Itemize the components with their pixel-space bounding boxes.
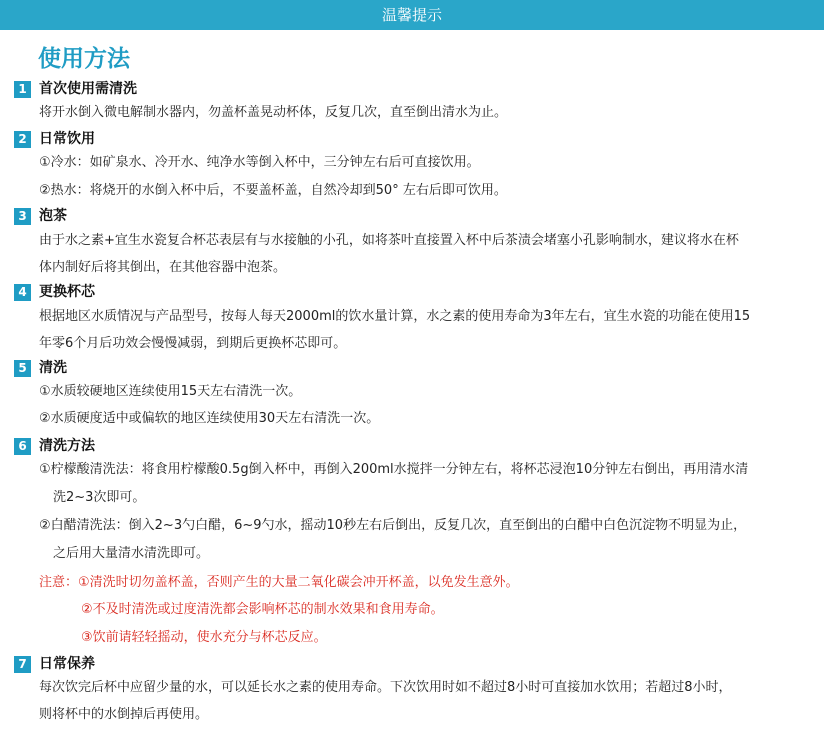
section-heading: 泡茶 xyxy=(39,208,67,224)
section-number: 3 xyxy=(14,208,31,225)
section-text: ②热水：将烧开的水倒入杯中后，不要盖杯盖，自然冷却到50° 左右后即可饮用。 xyxy=(39,183,507,198)
section-text: 年零6个月后功效会慢慢减弱，到期后更换杯芯即可。 xyxy=(39,336,347,351)
section-text: 体内制好后将其倒出，在其他容器中泡茶。 xyxy=(39,260,287,275)
header-title: 温馨提示 xyxy=(381,6,442,24)
section-heading: 日常饮用 xyxy=(39,131,95,147)
section-number: 2 xyxy=(14,131,31,148)
section-text: 由于水之素+宜生水瓷复合杯芯表层有与水接触的小孔，如将茶叶直接置入杯中后茶渍会堵塞小孔影响制水，建议将水在杯 xyxy=(39,233,739,248)
section-text: 将开水倒入微电解制水器内，勿盖杯盖晃动杯体，反复几次，直至倒出清水为止。 xyxy=(39,105,508,120)
section-heading: 更换杯芯 xyxy=(39,284,95,300)
section-text: 根据地区水质情况与产品型号，按每人每天2000ml的饮水量计算，水之素的使用寿命为3年左右，宜生水瓷的功能在使用15 xyxy=(39,309,751,324)
section-text: 洗2~3次即可。 xyxy=(53,490,146,505)
note-text: ②不及时清洗或过度清洗都会影响杯芯的制水效果和食用寿命。 xyxy=(81,602,444,617)
page-title: 使用方法 xyxy=(38,46,130,72)
section-number: 6 xyxy=(14,438,31,455)
section-heading: 首次使用需清洗 xyxy=(39,81,137,97)
section-text: ①水质较硬地区连续使用15天左右清洗一次。 xyxy=(39,384,302,399)
note-text: 注意：①清洗时切勿盖杯盖，否则产生的大量二氧化碳会冲开杯盖，以免发生意外。 xyxy=(39,575,519,590)
section-heading: 清洗方法 xyxy=(39,438,95,454)
section-number: 4 xyxy=(14,284,31,301)
header-bar xyxy=(0,0,824,30)
section-heading: 日常保养 xyxy=(39,656,95,672)
section-text: 之后用大量清水清洗即可。 xyxy=(53,546,210,561)
section-number: 5 xyxy=(14,360,31,377)
section-text: 则将杯中的水倒掉后再使用。 xyxy=(39,707,209,722)
section-text: ①冷水：如矿泉水、冷开水、纯净水等倒入杯中，三分钟左右后可直接饮用。 xyxy=(39,155,480,170)
section-text: ②白醋清洗法：倒入2~3勺白醋，6~9勺水，摇动10秒左右后倒出，反复几次，直至倒出的白醋中白色沉淀物不明显为止， xyxy=(39,518,747,533)
section-text: 每次饮完后杯中应留少量的水，可以延长水之素的使用寿命。下次饮用时如不超过8小时可直接加水饮用；若超过8小时， xyxy=(39,680,732,695)
section-heading: 清洗 xyxy=(39,360,67,376)
section-text: ①柠檬酸清洗法：将食用柠檬酸0.5g倒入杯中，再倒入200ml水搅拌一分钟左右，将杯芯浸泡10分钟左右倒出，再用清水清 xyxy=(39,462,749,477)
section-number: 7 xyxy=(14,656,31,673)
section-number: 1 xyxy=(14,81,31,98)
note-text: ③饮前请轻轻摇动，使水充分与杯芯反应。 xyxy=(81,630,327,645)
section-text: ②水质硬度适中或偏软的地区连续使用30天左右清洗一次。 xyxy=(39,411,380,426)
